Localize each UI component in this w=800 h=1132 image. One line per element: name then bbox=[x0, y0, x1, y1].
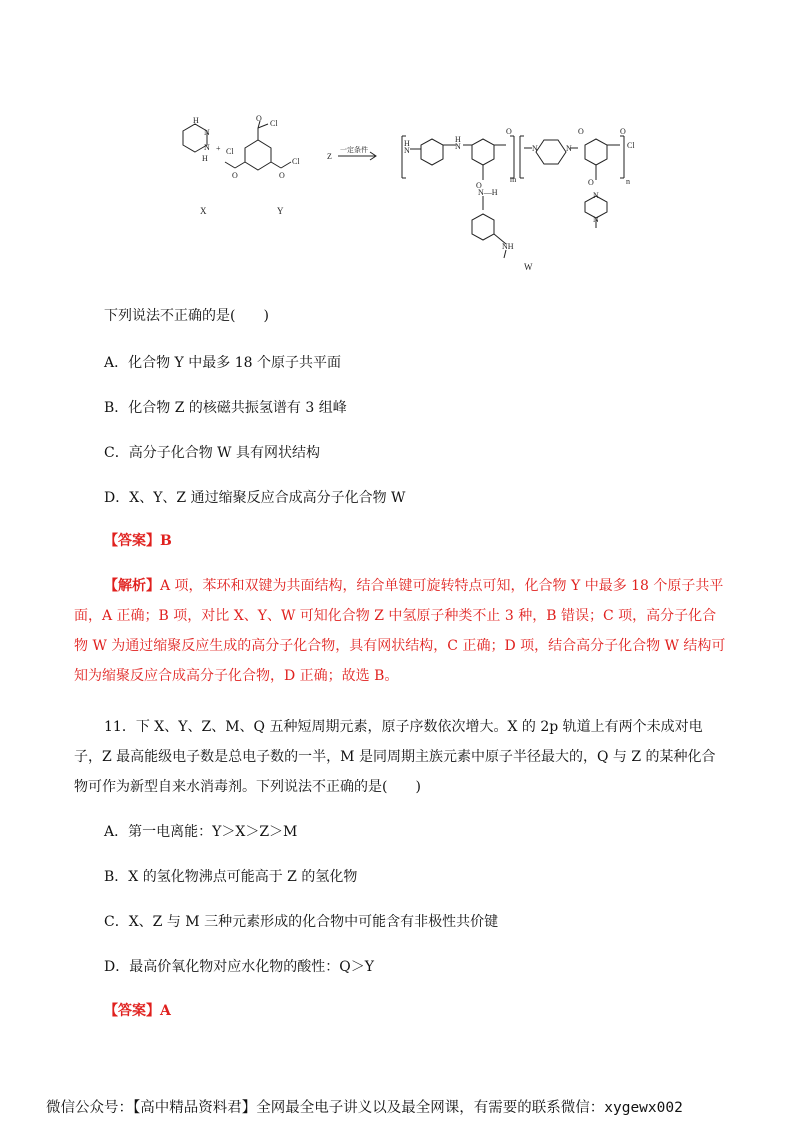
atom-label: O bbox=[620, 127, 626, 136]
atom-label: O bbox=[578, 127, 584, 136]
compound-label-w: W bbox=[524, 262, 533, 272]
analysis-text: A 项，苯环和双键为共面结构，结合单键可旋转特点可知，化合物 Y 中最多 18 个原子共平面，A 正确；B 项，对比 X、Y、W 可知化合物 Z 中氢原子种类不止 3 种，B 错误；C 项，高分子化合物 W 为通过缩聚反应生成的高分子化合物，具有网状结构，C 正确；D 项，结合高分子化合物 W 结构可知为缩聚反应合成高分子化合物，D 正确；故选 B。 bbox=[74, 578, 726, 684]
q11-option-a: A．第一电离能：Y＞X＞Z＞M bbox=[104, 824, 298, 840]
footer-wechat-id: xygewx002 bbox=[604, 1100, 683, 1116]
answer-label: 【答案】 bbox=[104, 1003, 160, 1019]
atom-label: N bbox=[404, 146, 410, 155]
benzene-ring-w2 bbox=[585, 139, 607, 165]
answer-value: B bbox=[160, 533, 172, 549]
atom-label: Cl bbox=[292, 157, 300, 166]
atom-label: N bbox=[204, 143, 210, 152]
atom-label: N bbox=[593, 191, 599, 200]
atom-label: Cl bbox=[627, 141, 635, 150]
footer bbox=[46, 1096, 683, 1117]
atom-label: N bbox=[455, 142, 461, 151]
subscript-m: m bbox=[510, 175, 517, 184]
aniline-ring-1 bbox=[421, 139, 443, 165]
atom-label: Cl bbox=[270, 119, 278, 128]
aniline-ring-2 bbox=[472, 214, 494, 240]
benzene-ring-y bbox=[245, 140, 271, 170]
atom-label: O bbox=[232, 171, 238, 180]
question-11-stem: 11．下 X、Y、Z、M、Q 五种短周期元素，原子序数依次增大。X 的 2p 轨道上有两个未成对电子，Z 最高能级电子数是总电子数的一半，M 是同周期主族元素中原子半径最大的，Q 与 Z 的某种化合物可作为新型自来水消毒剂。下列说法不正确的是( ) bbox=[74, 719, 716, 795]
question-10-stem: 下列说法不正确的是( ) bbox=[104, 308, 269, 324]
compound-label-y: Y bbox=[277, 206, 284, 216]
subscript-n: n bbox=[626, 177, 630, 186]
atom-label: Cl bbox=[226, 147, 234, 156]
atom-label: O bbox=[588, 178, 594, 187]
answer-label: 【答案】 bbox=[104, 533, 160, 549]
q10-option-b: B．化合物 Z 的核磁共振氢谱有 3 组峰 bbox=[104, 400, 347, 416]
q10-option-c: C．高分子化合物 W 具有网状结构 bbox=[104, 445, 321, 461]
q10-option-a: A．化合物 Y 中最多 18 个原子共平面 bbox=[104, 355, 341, 371]
reaction-figure bbox=[180, 112, 640, 282]
q11-option-b: B．X 的氢化物沸点可能高于 Z 的氢化物 bbox=[104, 869, 358, 885]
atom-label: N bbox=[566, 144, 572, 153]
atom-label: N bbox=[204, 128, 210, 137]
atom-label: O bbox=[506, 127, 512, 136]
atom-label: O bbox=[279, 171, 285, 180]
atom-label: NH bbox=[502, 242, 514, 251]
atom-label: O bbox=[256, 114, 262, 123]
q11-option-c: C．X、Z 与 M 三种元素形成的化合物中可能含有非极性共价键 bbox=[104, 914, 499, 930]
arrow-condition: 一定条件 bbox=[340, 146, 368, 154]
piperazine-ring-w1 bbox=[536, 140, 566, 164]
atom-label: N bbox=[532, 144, 538, 153]
benzene-ring-w1 bbox=[472, 139, 494, 165]
atom-label: H bbox=[193, 116, 199, 125]
plus-sign: + bbox=[216, 144, 221, 153]
q11-answer bbox=[104, 1001, 171, 1021]
atom-label: H bbox=[455, 135, 461, 144]
analysis-label: 【解析】 bbox=[104, 578, 160, 594]
q10-analysis bbox=[74, 571, 726, 691]
q10-answer bbox=[104, 531, 172, 551]
atom-label: H bbox=[202, 154, 208, 163]
arrow-product: Z bbox=[327, 152, 332, 161]
atom-label: O bbox=[476, 181, 482, 190]
atom-label: H bbox=[404, 139, 410, 148]
q10-option-d: D．X、Y、Z 通过缩聚反应合成高分子化合物 W bbox=[104, 490, 406, 506]
footer-text: 微信公众号：【高中精品资料君】全网最全电子讲义以及最全网课，有需要的联系微信： bbox=[46, 1100, 605, 1116]
answer-value: A bbox=[160, 1003, 171, 1019]
compound-label-x: X bbox=[200, 206, 207, 216]
atom-label: N—H bbox=[478, 188, 498, 197]
reaction-diagram bbox=[180, 112, 640, 282]
atom-label: N bbox=[593, 215, 599, 224]
q11-option-d: D．最高价氧化物对应水化物的酸性：Q＞Y bbox=[104, 959, 374, 975]
